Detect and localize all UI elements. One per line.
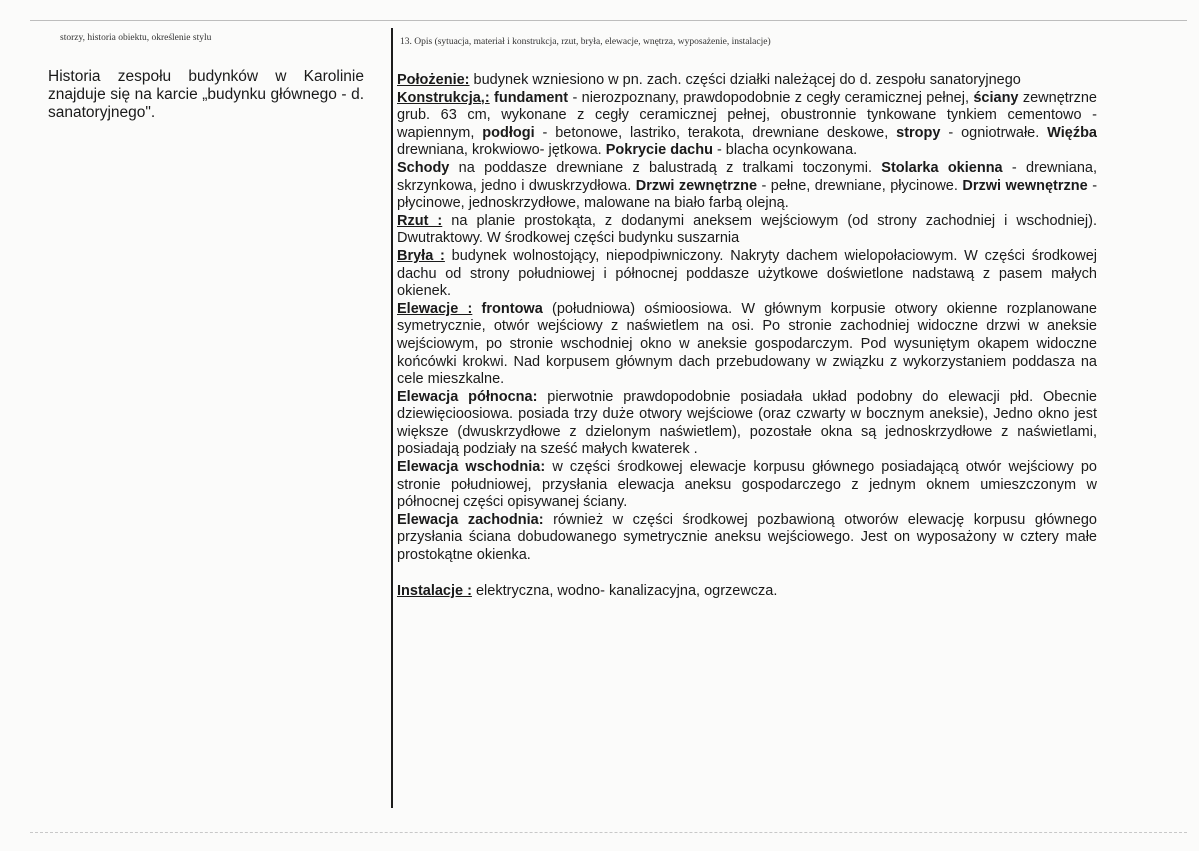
instalacje-paragraph xyxy=(397,583,1097,601)
elewacje-text: (południowa) ośmioosiowa. W głównym korpusie otwory okienne rozplanowane symetrycznie, otwór wejściowy z naświetlem na osi. Po stronie zachodniej widoczne drzwi w aneksie wejściowym, po stronie wschodniej okno w aneksie gospodarczym. Pod wysuniętym okapem widoczne końcówki krokwi. Nad korpusem głównym dach przebudowany w związku z wykorzystaniem poddasza na cele mieszkalne. xyxy=(397,300,1097,388)
schody-text: na poddasze drewniane z balustradą z tralkami toczonymi. xyxy=(449,159,882,176)
paragraph-gap xyxy=(397,565,1097,583)
rzut-text: na planie prostokąta, z dodanymi aneksem wejściowym (od strony zachodniej i wschodniej). Dwutraktowy. W środkowej części budynku suszarnia xyxy=(397,212,1097,247)
right-column-header: 13. Opis (sytuacja, materiał i konstrukcja, rzut, bryła, elewacje, wnętrza, wyposażenie, instalacje) xyxy=(400,37,771,47)
fundament-label: fundament xyxy=(494,89,569,106)
bryla-label: Bryła : xyxy=(397,247,445,264)
elewacja-wschodnia-label: Elewacja wschodnia: xyxy=(397,459,546,476)
column-divider xyxy=(391,28,393,808)
fundament-text: - nierozpoznany, prawdopodobnie z cegły ceramicznej pełnej, xyxy=(568,89,974,106)
elewacja-zachodnia-paragraph xyxy=(397,512,1097,565)
elewacje-label: Elewacje : xyxy=(397,300,473,317)
konstrukcja-paragraph xyxy=(397,90,1097,160)
history-text: Historia zespołu budynków w Karolinie znajduje się na karcie „budynku głównego - d. sanatoryjnego". xyxy=(48,68,364,121)
drzwi-zewnetrzne-text: - pełne, drewniane, płycinowe. xyxy=(757,177,963,194)
stropy-label: stropy xyxy=(896,124,941,141)
pokrycie-dachu-label: Pokrycie dachu xyxy=(605,142,713,159)
elewacja-zachodnia-text: również w części środkowej pozbawioną otworów elewację korpusu głównego przysłania ściana dobudowanego symetrycznie aneksu wejściowego. Jest on wyposażony w cztery małe prostokątne okienka. xyxy=(397,511,1097,564)
stolarka-label: Stolarka okienna xyxy=(881,159,1003,176)
elewacja-polnocna-paragraph xyxy=(397,389,1097,459)
wiezba-text: drewniana, krokwiowo- jętkowa. xyxy=(397,142,606,159)
elewacja-polnocna-text: pierwotnie prawdopodobnie posiadała układ podobny do elewacji płd. Obecnie dziewięcioosiowa. posiada trzy duże otwory wejściowe (oraz czwarty w bocznym aneksie), Jedno okno jest większe (dwuskrzydłowe z dzielonym naświetlem), pozostałe okna są jednoskrzydłowe z naświetlami, posiadają podziały na sześć małych kwaterek . xyxy=(397,388,1097,458)
drzwi-zewnetrzne-label: Drzwi zewnętrzne xyxy=(635,177,758,194)
stropy-text: - ogniotrwałe. xyxy=(940,124,1048,141)
wiezba-label: Więźba xyxy=(1047,124,1097,141)
instalacje-label: Instalacje : xyxy=(397,582,472,599)
top-rule xyxy=(30,20,1187,21)
sciany-text: zewnętrzne grub. 63 cm, wykonane z cegły ceramicznej pełnej, obustronnie tynkowane tynkiem cementowo - wapiennym, xyxy=(397,89,1097,141)
podlogi-text: - betonowe, lastriko, terakota, drewniane deskowe, xyxy=(534,124,897,141)
schody-paragraph xyxy=(397,160,1097,213)
pokrycie-dachu-text: - blacha ocynkowana. xyxy=(712,142,858,159)
elewacje-paragraph xyxy=(397,301,1097,389)
drzwi-wewnetrzne-label: Drzwi wewnętrzne xyxy=(962,177,1088,194)
polozenie-text: budynek wzniesiono w pn. zach. części działki należącej do d. zespołu sanatoryjnego xyxy=(469,72,1021,88)
konstrukcja-label: Konstrukcja,: xyxy=(397,89,490,106)
description-section xyxy=(397,72,1097,600)
rzut-paragraph xyxy=(397,213,1097,248)
instalacje-text: elektryczna, wodno- kanalizacyjna, ogrzewcza. xyxy=(471,582,778,599)
polozenie-paragraph xyxy=(397,72,1097,90)
bryla-text: budynek wolnostojący, niepodpiwniczony. Nakryty dachem wielopołaciowym. W części środkowej dachu od strony południowej i północnej poddasze użytkowe doświetlone nadstawą z pasem małych okienek. xyxy=(397,247,1097,300)
elewacja-wschodnia-paragraph xyxy=(397,459,1097,512)
schody-label: Schody xyxy=(397,159,450,176)
stolarka-text: - drewniana, skrzynkowa, jedno i dwuskrzydłowa. xyxy=(397,159,1097,194)
bottom-rule xyxy=(30,832,1187,833)
sciany-label: ściany xyxy=(973,89,1019,106)
left-column-header: storzy, historia obiektu, określenie stylu xyxy=(60,33,212,43)
bryla-paragraph xyxy=(397,248,1097,301)
elewacja-wschodnia-text: w części środkowej elewacje korpusu głównego posiadającą otwór wejściowy po stronie południowej, przysłania elewacja aneksu gospodarczego z jednym oknem umieszczonym w północnej części opisywanej ściany. xyxy=(397,459,1097,511)
polozenie-label: Położenie: xyxy=(397,72,470,88)
frontowa-label: frontowa xyxy=(472,300,543,317)
elewacja-polnocna-label: Elewacja północna: xyxy=(397,388,538,405)
podlogi-label: podłogi xyxy=(482,124,535,141)
elewacja-zachodnia-label: Elewacja zachodnia: xyxy=(397,511,544,528)
drzwi-wewnetrzne-text: - płycinowe, jednoskrzydłowe, malowane na biało farbą olejną. xyxy=(397,177,1098,212)
rzut-label: Rzut : xyxy=(397,212,443,229)
